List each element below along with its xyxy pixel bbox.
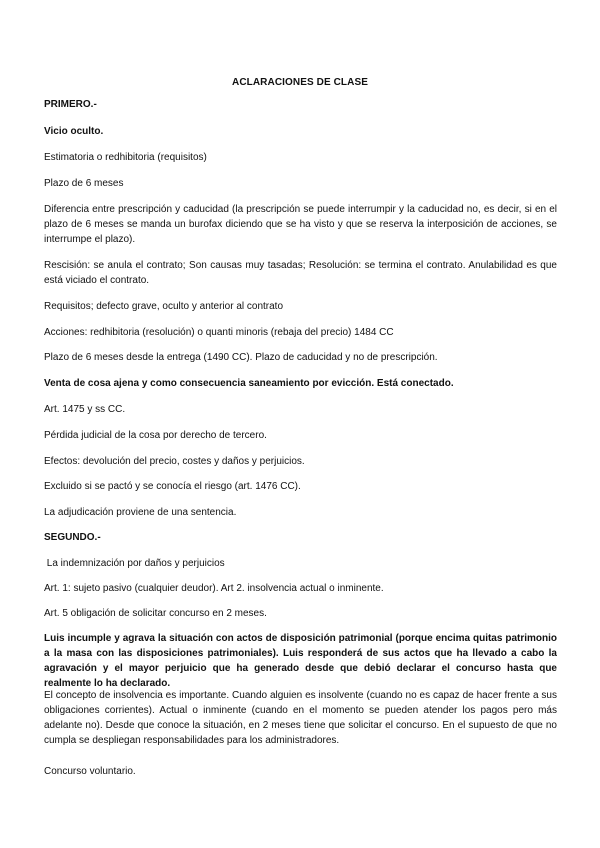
paragraph: Acciones: redhibitoria (resolución) o quanti minoris (rebaja del precio) 1484 CC (44, 327, 394, 338)
paragraph: Concurso voluntario. (44, 766, 136, 777)
paragraph: Art. 1: sujeto pasivo (cualquier deudor). Art 2. insolvencia actual o inminente. (44, 583, 384, 594)
paragraph: Excluido si se pactó y se conocía el riesgo (art. 1476 CC). (44, 481, 301, 492)
paragraph: La indemnización por daños y perjuicios (44, 558, 225, 569)
paragraph: Efectos: devolución del precio, costes y daños y perjuicios. (44, 456, 305, 467)
paragraph: Plazo de 6 meses desde la entrega (1490 CC). Plazo de caducidad y no de prescripción. (44, 352, 438, 363)
paragraph: Estimatoria o redhibitoria (requisitos) (44, 152, 207, 163)
section-heading-primero: PRIMERO.- (44, 99, 97, 110)
paragraph: Requisitos; defecto grave, oculto y anterior al contrato (44, 301, 284, 312)
paragraph: Pérdida judicial de la cosa por derecho de tercero. (44, 430, 267, 441)
subheading-evicccion: Venta de cosa ajena y como consecuencia saneamiento por evicción. Está conectado. (44, 378, 454, 389)
paragraph-luis: Luis incumple y agrava la situación con actos de disposición patrimonial (porque encima quitas patrimonio a la masa con las disposiciones patrimoniales). Luis responderá de sus actos que ha llevado a cabo la agravación y el mayor perjuicio que ha generado desde que debió declarar el concurso hasta que realmente lo ha declarado. (44, 633, 557, 689)
paragraph: El concepto de insolvencia es importante. Cuando alguien es insolvente (cuando no es capaz de hacer frente a sus obligaciones corrientes). Actual o inminente (cuando en el momento se pueden atender los pagos pero más adelante no). Desde que conoce la situación, en 2 meses tiene que solicitar el concurso. En el supuesto de que no cumpla se despliegan responsabilidades para los administradores. (44, 690, 557, 746)
paragraph: Diferencia entre prescripción y caducidad (la prescripción se puede interrumpir y la caducidad no, es decir, si en el plazo de 6 meses se manda un burofax diciendo que se ha visto y que se reserva la interposición de acciones, se interrumpe el plazo). (44, 204, 557, 245)
section-heading-segundo: SEGUNDO.- (44, 532, 101, 543)
document-title: ACLARACIONES DE CLASE (232, 77, 368, 88)
subheading-vicio-oculto: Vicio oculto. (44, 126, 104, 137)
paragraph: Rescisión: se anula el contrato; Son causas muy tasadas; Resolución: se termina el contrato. Anulabilidad es que está viciado el contrato. (44, 260, 557, 286)
paragraph: Art. 1475 y ss CC. (44, 404, 126, 415)
paragraph: Plazo de 6 meses (44, 178, 124, 189)
paragraph: La adjudicación proviene de una sentencia. (44, 507, 237, 518)
paragraph: Art. 5 obligación de solicitar concurso en 2 meses. (44, 608, 267, 619)
